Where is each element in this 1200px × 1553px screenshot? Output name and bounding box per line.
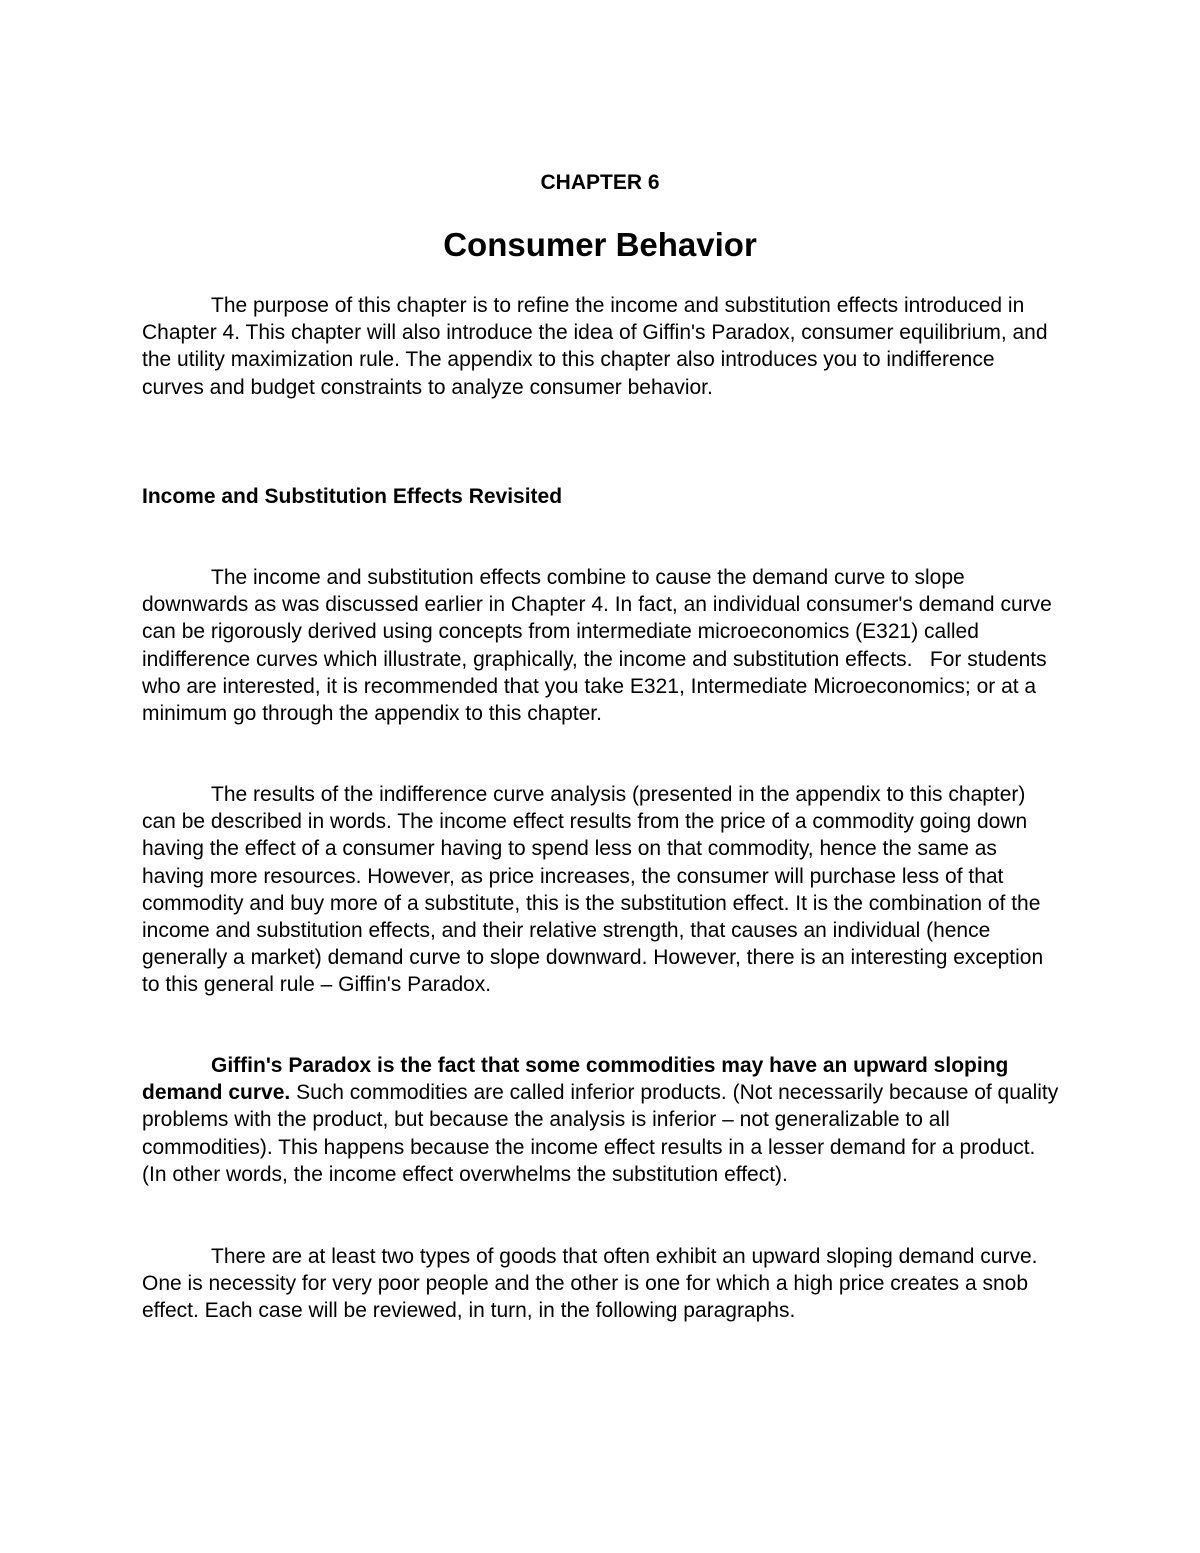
intro-text: The purpose of this chapter is to refine the income and substitution effects introduced in Chapter 4. This chapter will also introduce the idea of Giffin's Paradox, consumer equilibrium, and the utility maximization rule. The appendix to this chapter also introduces you to indifference curves and budget constraints to analyze consumer behavior.	[142, 294, 1048, 399]
results-paragraph	[142, 781, 1062, 999]
results-text: The results of the indifference curve analysis (presented in the appendix to this chapter) can be described in words. The income effect results from the price of a commodity going down having the effect of a consumer having to spend less on that commodity, hence the same as having more resources. However, as price increases, the consumer will purchase less of that commodity and buy more of a substitute, this is the substitution effect. It is the combination of the income and substitution effects, and their relative strength, that causes an individual (hence generally a market) demand curve to slope downward. However, there is an interesting exception to this general rule – Giffin's Paradox.	[142, 783, 1044, 997]
goods-types-paragraph	[142, 1243, 1062, 1325]
giffin-explanation: Such commodities are called inferior products. (Not necessarily because of quality problems with the product, but because the analysis is inferior – not generalizable to all commodities). This happens because the income effect results in a lesser demand for a product. (In other words, the income effect overwhelms the substitution effect).	[142, 1081, 1059, 1186]
income-substitution-paragraph	[142, 564, 1062, 727]
giffin-definition: Giffin's Paradox is the fact that some commodities may have an upward sloping demand curve.	[142, 1054, 1009, 1105]
income-substitution-text: The income and substitution effects combine to cause the demand curve to slope downwards as was discussed earlier in Chapter 4. In fact, an individual consumer's demand curve can be rigorously derived using concepts from intermediate microeconomics (E321) called indifference curves which illustrate, graphically, the income and substitution effects. For students who are interested, it is recommended that you take E321, Intermediate Microeconomics; or at a minimum go through the appendix to this chapter.	[142, 566, 1058, 726]
intro-paragraph	[142, 292, 1062, 401]
goods-types-text: There are at least two types of goods that often exhibit an upward sloping demand curve. One is necessity for very poor people and the other is one for which a high price creates a snob effect. Each case will be reviewed, in turn, in the following paragraphs.	[142, 1245, 1038, 1323]
giffin-paragraph	[142, 1052, 1062, 1188]
section-heading: Income and Substitution Effects Revisited	[142, 485, 563, 508]
chapter-title: Consumer Behavior	[443, 226, 757, 263]
chapter-label: CHAPTER 6	[540, 171, 660, 194]
